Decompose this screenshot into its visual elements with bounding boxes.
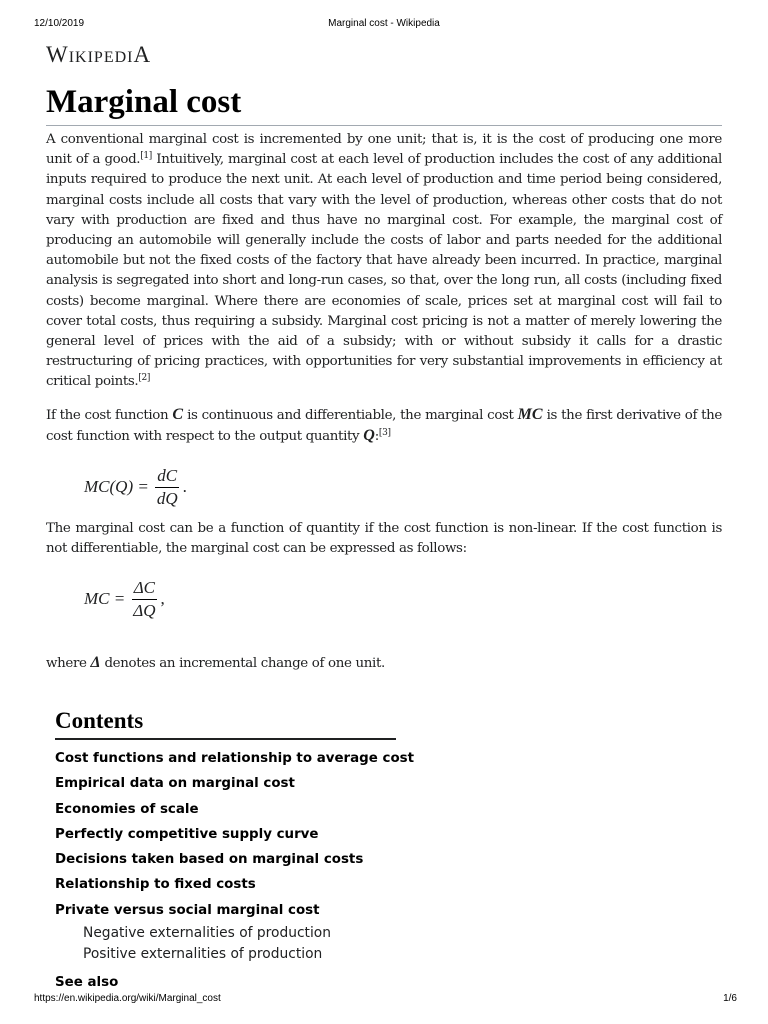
formula-punctuation: .: [182, 476, 187, 496]
formula-lhs: MC(Q) =: [84, 476, 149, 496]
formula-denominator: ΔQ: [133, 600, 156, 620]
print-page-number: 1/6: [723, 993, 737, 1004]
formula-fraction: [155, 467, 180, 508]
page-title: Marginal cost: [46, 82, 722, 126]
toc-item[interactable]: Private versus social marginal cost: [55, 902, 320, 918]
print-url: https://en.wikipedia.org/wiki/Marginal_cost: [34, 993, 221, 1004]
toc-item[interactable]: Empirical data on marginal cost: [55, 776, 295, 792]
paragraph-nonlinear: The marginal cost can be a function of quantity if the cost function is non-linear. If the cost function is not differentiable, the marginal cost can be expressed as follows:: [46, 521, 722, 557]
paragraph-text: Intuitively, marginal cost at each level of production includes the cost of any additional inputs required to produce the next unit. At each level of production and time period being considered, marginal costs include all costs that vary with the level of production, whereas other costs that do not vary with production are fixed and thus have no marginal cost. For example, the marginal cost of producing an automobile will generally include the costs of labor and parts needed for the additional automobile but not the fixed costs of the factory that have already been incurred. In practice, marginal analysis is segregated into short and long-run cases, so that, over the long run, all costs (including fixed costs) become marginal. Where there are economies of scale, prices set at marginal cost will fail to cover total costs, thus requiring a subsidy. Marginal cost pricing is not a matter of merely lowering the general level of prices with the aid of a subsidy; with or without subsidy it calls for a drastic restructuring of pricing practices, with opportunities for very substantial improvements in efficiency at critical points.: [46, 152, 722, 390]
paragraph-text: where: [46, 656, 91, 672]
toc-title: Contents: [55, 704, 396, 740]
formula-lhs: MC =: [84, 589, 126, 609]
paragraph-intro: [46, 130, 722, 393]
paragraph-text: denotes an incremental change of one unit.: [100, 656, 385, 672]
reference-link-2[interactable]: [2]: [138, 373, 151, 384]
print-footer: [0, 993, 768, 1007]
paragraph-delta: [46, 653, 722, 674]
formula-fraction: [131, 579, 157, 620]
paragraph-text: A conventional marginal cost is incremented by one unit; that is, it is the cost of producing one more unit of a good.: [46, 132, 722, 168]
paragraph-text: If the cost function: [46, 407, 173, 423]
formula-punctuation: ,: [160, 589, 165, 609]
reference-link-3[interactable]: [3]: [378, 427, 391, 438]
wikipedia-wordmark[interactable]: WikipediA: [46, 42, 152, 67]
print-header: [0, 18, 768, 32]
math-symbol-mc: MC: [517, 405, 543, 423]
toc-item[interactable]: Cost functions and relationship to average cost: [55, 751, 415, 766]
formula-numerator: dC: [155, 467, 179, 488]
toc-item[interactable]: Perfectly competitive supply curve: [55, 826, 319, 842]
math-symbol-delta: Δ: [90, 654, 101, 672]
paragraph-derivative: [46, 405, 722, 447]
reference-link-1[interactable]: [1]: [140, 151, 152, 162]
toc-item[interactable]: Relationship to fixed costs: [55, 877, 256, 893]
paragraph-text: is continuous and differentiable, the marginal cost: [183, 407, 518, 423]
formula-derivative: [46, 455, 722, 519]
formula-numerator: ΔC: [132, 579, 157, 600]
toc-item-see-also[interactable]: See also: [55, 975, 119, 991]
paragraph-text: :: [374, 428, 379, 444]
print-date: 12/10/2019: [34, 18, 85, 29]
print-page-title: Marginal cost - Wikipedia: [328, 18, 440, 29]
toc-subitem[interactable]: Negative externalities of production: [83, 925, 331, 942]
toc-item[interactable]: Decisions taken based on marginal costs: [55, 852, 364, 868]
toc-item[interactable]: Economies of scale: [55, 801, 199, 817]
toc-subitem[interactable]: Positive externalities of production: [83, 946, 323, 963]
formula-denominator: dQ: [156, 488, 178, 508]
paragraph-text: is the first derivative of the cost function with respect to the output quantity: [46, 407, 722, 444]
math-symbol-c: C: [172, 405, 184, 423]
table-of-contents: [55, 704, 415, 995]
formula-difference: [46, 567, 722, 631]
toc-list: [55, 746, 415, 995]
article-body: [46, 130, 722, 675]
math-symbol-q: Q: [363, 426, 375, 444]
